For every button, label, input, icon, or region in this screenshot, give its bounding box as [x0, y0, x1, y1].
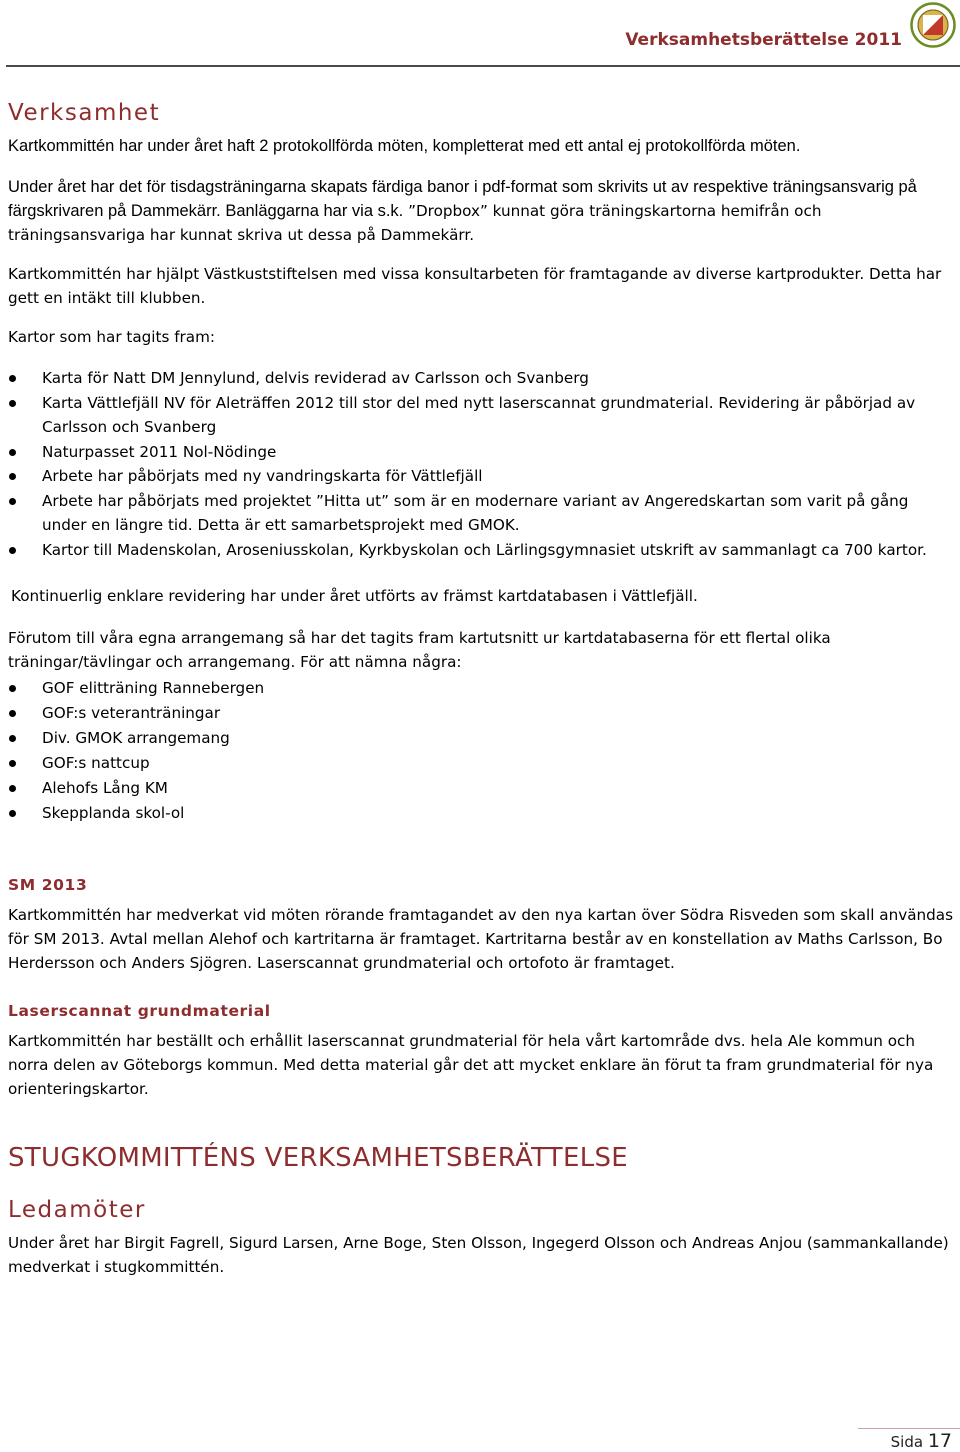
bullet-icon [9, 735, 16, 742]
footer-divider [858, 1428, 960, 1429]
events-list [8, 676, 953, 826]
page-header [0, 0, 960, 66]
list-item: Arbete har påbörjats med projektet ”Hitta ut” som är en modernare variant av Angeredskartan som varit på gång under en längre tid. Detta är ett samarbetsprojekt med GMOK. [8, 489, 953, 538]
list-item: Arbete har påbörjats med ny vandringskarta för Vättlefjäll [8, 464, 953, 489]
bullet-icon [9, 785, 16, 792]
list-item: GOF elitträning Rannebergen [8, 676, 953, 701]
paragraph-maps-intro: Kartor som har tagits fram: [8, 328, 216, 346]
paragraph-meetings: Kartkommittén har under året haft 2 protokollförda möten, kompletterat med ett antal ej protokollförda möten. [8, 137, 801, 155]
maps-list [8, 366, 953, 562]
paragraph-ledamoter: Under året har Birgit Fagrell, Sigurd Larsen, Arne Boge, Sten Olsson, Ingegerd Olsson och Andreas Anjou (sammankallande) medverkat i stugkommittén. [8, 1234, 949, 1276]
section-heading-ledamoter: Ledamöter [8, 1197, 146, 1223]
paragraph-other-maps: Förutom till våra egna arrangemang så har det tagits fram kartutsnitt ur kartdatabaserna för ett flertal olika träningar/tävlingar och arrangemang. För att nämna några: [8, 629, 831, 671]
bullet-icon [9, 685, 16, 692]
paragraph-laser: Kartkommittén har beställt och erhållit laserscannat grundmaterial för hela vårt kartområde dvs. hela Ale kommun och norra delen av Göteborgs kommun. Med detta material går det att mycket enklare än förut ta fram grundmaterial för nya orienteringskartor. [8, 1032, 934, 1098]
bullet-icon [9, 449, 16, 456]
list-item: Skepplanda skol-ol [8, 801, 953, 826]
list-item: GOF:s nattcup [8, 751, 953, 776]
bullet-icon [9, 400, 16, 407]
list-item: GOF:s veteranträningar [8, 701, 953, 726]
list-item: Kartor till Madenskolan, Aroseniusskolan, Kyrkbyskolan och Lärlingsgymnasiet utskrift av sammanlagt ca 700 kartor. [8, 538, 953, 563]
list-item: Karta Vättlefjäll NV för Aleträffen 2012 till stor del med nytt laserscannat grundmaterial. Revidering är påbörjad av Carlsson och Svanberg [8, 391, 953, 440]
bullet-icon [9, 547, 16, 554]
bullet-icon [9, 498, 16, 505]
page-footer [891, 1430, 952, 1452]
section-heading-laser: Laserscannat grundmaterial [8, 1002, 271, 1020]
paragraph-training-courses [8, 176, 953, 247]
page-label: Sida [890, 1433, 924, 1451]
paragraph-training-courses-part1: Under året har det för tisdagsträningarna skapats färdiga banor i pdf-format som skrivits ut av respektive träningsansvarig på färgskrivaren på Dammekärr. Banläggarna har via s.k. [8, 178, 917, 220]
bullet-icon [9, 710, 16, 717]
page-number: 17 [927, 1430, 952, 1452]
section-heading-sm2013: SM 2013 [8, 876, 88, 894]
club-logo [910, 2, 956, 48]
paragraph-consulting: Kartkommittén har hjälpt Västkuststiftelsen med vissa konsultarbeten för framtagande av diverse kartprodukter. Detta har gett en intäkt till klubben. [8, 265, 942, 307]
list-item: Div. GMOK arrangemang [8, 726, 953, 751]
bullet-icon [9, 473, 16, 480]
section-heading-stugkommitten: STUGKOMMITTÉNS VERKSAMHETSBERÄTTELSE [8, 1143, 629, 1173]
bullet-icon [9, 760, 16, 767]
section-heading-verksamhet: Verksamhet [8, 100, 161, 126]
header-title: Verksamhetsberättelse 2011 [625, 30, 902, 50]
list-item: Alehofs Lång KM [8, 776, 953, 801]
bullet-icon [9, 810, 16, 817]
list-item: Karta för Natt DM Jennylund, delvis reviderad av Carlsson och Svanberg [8, 366, 953, 391]
page-content [8, 96, 953, 1279]
paragraph-revision: Kontinuerlig enklare revidering har under året utförts av främst kartdatabasen i Vättlefjäll. [11, 587, 698, 605]
header-divider [6, 65, 960, 67]
bullet-icon [9, 375, 16, 382]
paragraph-training-courses-part2: ”Dropbox” kunnat göra träningskartorna hemifrån och träningsansvariga har kunnat skriva ut dessa på Dammekärr. [8, 202, 822, 244]
list-item: Naturpasset 2011 Nol-Nödinge [8, 440, 953, 465]
paragraph-sm2013: Kartkommittén har medverkat vid möten rörande framtagandet av den nya kartan över Södra Risveden som skall användas för SM 2013. Avtal mellan Alehof och kartritarna är framtaget. Kartritarna består av en konstellation av Maths Carlsson, Bo Herdersson och Anders Sjögren. Laserscannat grundmaterial och ortofoto är framtaget. [8, 906, 953, 972]
